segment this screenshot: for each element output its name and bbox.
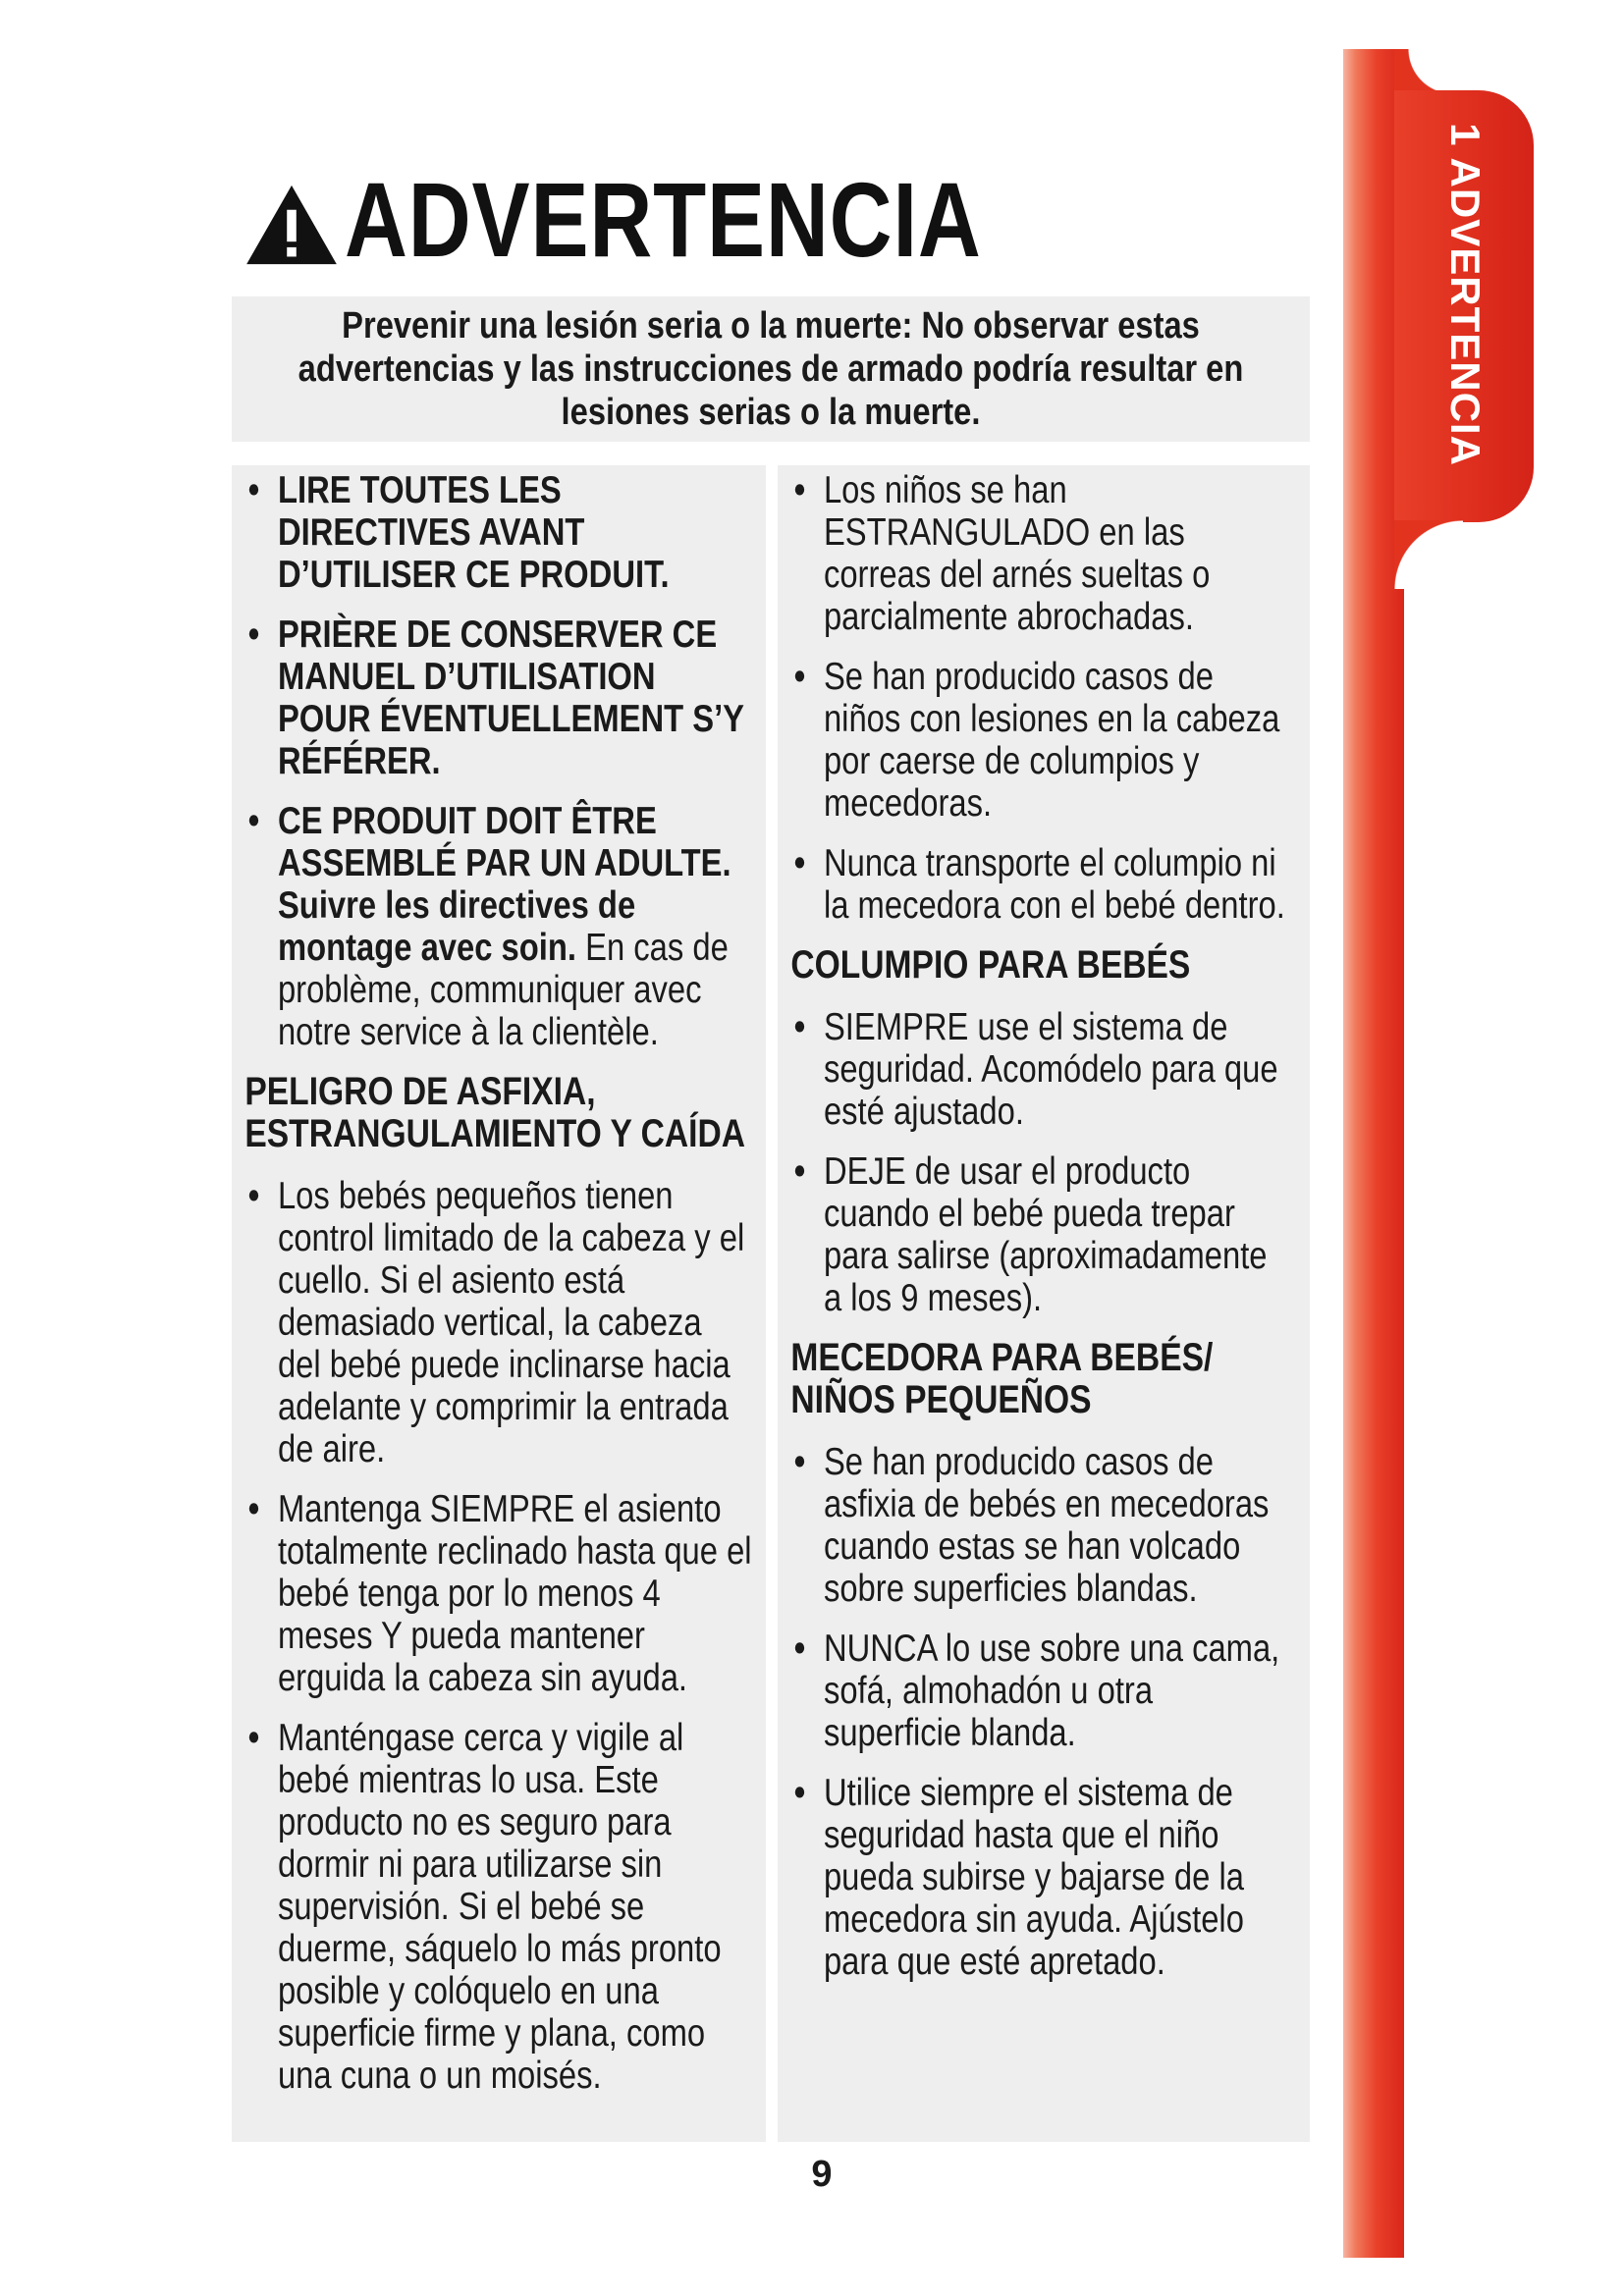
- section-heading: PELIGRO DE ASFIXIA, ESTRANGULAMIENTO Y CAÍDA: [244, 1070, 746, 1155]
- list-item: [242, 1488, 753, 1699]
- list-item-bold: LIRE TOUTES LES DIRECTIVES AVANT D’UTILISER CE PRODUIT.: [277, 469, 670, 596]
- side-tab-bottom-curve: [1394, 520, 1463, 589]
- list-item-text: Manténgase cerca y vigile al bebé mientras lo usa. Este producto no es seguro para dormir ni para utilizarse sin supervisión. Si el bebé se duerme, sáquelo lo más pronto posible y colóquelo en una superficie firme y plana, como una cuna o un moisés.: [277, 1717, 722, 2097]
- list-item-text: Utilice siempre el sistema de seguridad hasta que el niño pueda subirse y bajarse de la mecedora sin ayuda. Ajústelo para que esté apretado.: [823, 1772, 1244, 1983]
- rocker-list: [787, 1441, 1290, 1983]
- list-item: [787, 1006, 1290, 1133]
- bullet-icon: •: [793, 469, 806, 511]
- list-item-text: Los bebés pequeños tienen control limitado de la cabeza y el cuello. Si el asiento está demasiado vertical, la cabeza del bebé puede inclinarse hacia adelante y comprimir la entrada de aire.: [277, 1175, 745, 1470]
- list-item-text: DEJE de usar el producto cuando el bebé pueda trepar para salirse (aproximadamente a los 9 meses).: [823, 1150, 1268, 1319]
- list-item: [242, 1717, 753, 2097]
- side-tab-top-curve: [1394, 49, 1453, 94]
- side-tab-label: 1 ADVERTENCIA: [1442, 123, 1489, 466]
- bullet-icon: •: [247, 1717, 260, 1759]
- bullet-icon: •: [247, 1488, 260, 1530]
- bullet-icon: •: [247, 469, 260, 511]
- right-column-content: [787, 469, 1290, 1983]
- list-item: [787, 842, 1290, 927]
- list-item: [787, 1628, 1290, 1754]
- section-heading-swing: COLUMPIO PARA BEBÉS: [790, 943, 1191, 987]
- list-item: [242, 1175, 753, 1470]
- intro-box: [232, 296, 1310, 442]
- warning-triangle-icon: [244, 184, 339, 266]
- list-item: [787, 1150, 1290, 1319]
- bullet-icon: •: [793, 656, 806, 698]
- list-item: [787, 656, 1290, 825]
- page-number: 9: [811, 2154, 833, 2195]
- bullet-icon: •: [793, 1441, 806, 1483]
- bullet-icon: •: [247, 800, 260, 842]
- left-column: [232, 465, 766, 2142]
- top-list: [787, 469, 1290, 927]
- list-item: [242, 469, 753, 596]
- list-item-bold: PRIÈRE DE CONSERVER CE MANUEL D’UTILISATION POUR ÉVENTUELLEMENT S’Y RÉFÉRER.: [277, 614, 744, 782]
- hazard-list: [242, 1175, 753, 2097]
- bullet-icon: •: [247, 1175, 260, 1217]
- french-list: [242, 469, 753, 1053]
- right-column: [778, 465, 1310, 2142]
- list-item-bold-secondary: Suivre les directives de montage avec soin.: [277, 884, 636, 969]
- bullet-icon: •: [793, 1772, 806, 1814]
- list-item-text: En cas de problème, communiquer avec notre service à la clientèle.: [277, 927, 729, 1053]
- bullet-icon: •: [793, 842, 806, 884]
- list-item: [787, 1772, 1290, 1983]
- list-item-text: Los niños se han ESTRANGULADO en las correas del arnés sueltas o parcialmente abrochadas.: [823, 469, 1211, 638]
- section-heading-rocker: MECEDORA PARA BEBÉS/ NIÑOS PEQUEÑOS: [790, 1336, 1214, 1421]
- list-item-text: Mantenga SIEMPRE el asiento totalmente reclinado hasta que el bebé tenga por lo menos 4 meses Y pueda mantener erguida la cabeza sin ayuda.: [277, 1488, 752, 1699]
- list-item-text: SIEMPRE use el sistema de seguridad. Acomódelo para que esté ajustado.: [823, 1006, 1278, 1133]
- list-item-text: Nunca transporte el columpio ni la mecedora con el bebé dentro.: [823, 842, 1285, 927]
- bullet-icon: •: [793, 1006, 806, 1048]
- list-item: [242, 614, 753, 782]
- title-text: ADVERTENCIA: [345, 160, 983, 279]
- swing-list: [787, 1006, 1290, 1319]
- list-item: [242, 800, 753, 1053]
- list-item-text: Se han producido casos de asfixia de bebés en mecedoras cuando estas se han volcado sobre superficies blandas.: [823, 1441, 1270, 1610]
- bullet-icon: •: [247, 614, 260, 656]
- list-item: [787, 1441, 1290, 1610]
- bullet-icon: •: [793, 1628, 806, 1670]
- list-item-bold: CE PRODUIT DOIT ÊTRE ASSEMBLÉ PAR UN ADULTE.: [277, 800, 731, 884]
- left-column-content: [242, 469, 753, 2097]
- intro-text: Prevenir una lesión seria o la muerte: No observar estas advertencias y las instrucciones de armado podría resultar en lesiones serias o la muerte.: [298, 305, 1244, 433]
- list-item-text: Se han producido casos de niños con lesiones en la cabeza por caerse de columpios y mecedoras.: [823, 656, 1280, 825]
- page-title: [232, 160, 1135, 279]
- bullet-icon: •: [793, 1150, 806, 1193]
- list-item: [787, 469, 1290, 638]
- list-item-text: NUNCA lo use sobre una cama, sofá, almohadón u otra superficie blanda.: [823, 1628, 1280, 1754]
